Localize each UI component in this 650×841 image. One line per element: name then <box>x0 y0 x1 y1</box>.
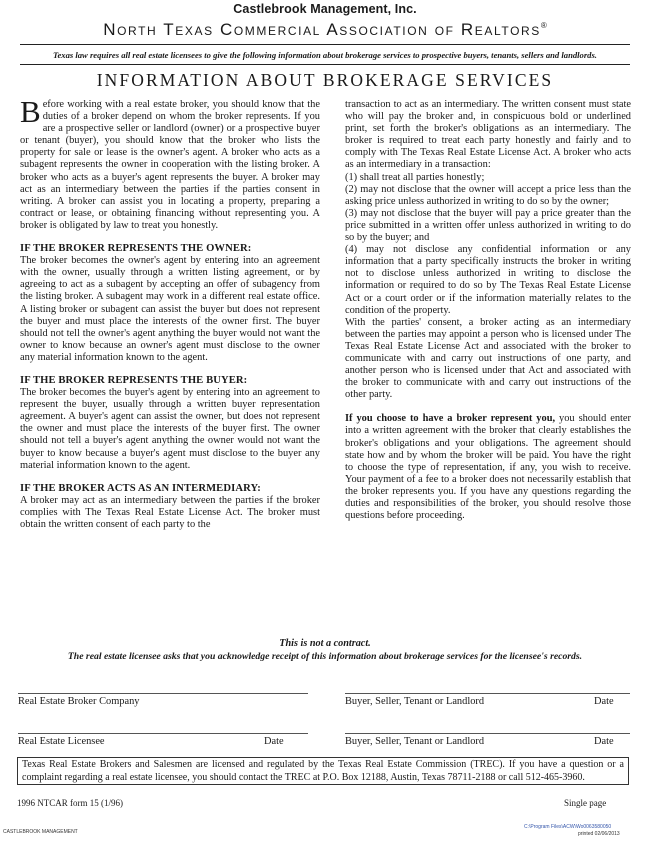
continuation-text: transaction to act as an intermediary. The written consent must state who will pay the broker and, in conspicuous bold or underlined print, set forth the broker's obligations as an intermediary. The broker is required to treat each party honestly and fairly and to comply with The Texas Real Estate License Act. A broker who acts as an intermediary in a transaction: <box>345 99 631 171</box>
broker-company-label: Real Estate Broker Company <box>18 696 140 707</box>
drop-cap: B <box>20 94 41 129</box>
party-2-signature-line[interactable] <box>345 733 630 734</box>
printed-date: printed 02/06/2013 <box>578 831 620 837</box>
intermediary-heading: IF THE BROKER ACTS AS AN INTERMEDIARY: <box>20 482 261 494</box>
duty-item: (4) may not disclose any confidential information or any information that a party specifically instructs the broker in writing not to disclose unless authorized in writing to disclose the information or required to do so by The Texas Real Estate License Act or a court order or if the information materially relates to the condition of the property. <box>345 244 631 316</box>
right-column <box>345 99 631 522</box>
party-2-date-label: Date <box>594 736 614 747</box>
choose-paragraph <box>345 413 631 522</box>
duty-item: (1) shall treat all parties honestly; <box>345 171 485 183</box>
party-2-label: Buyer, Seller, Tenant or Landlord <box>345 736 485 747</box>
intro-paragraph <box>20 94 320 232</box>
acknowledgment-request: The real estate licensee asks that you acknowledge receipt of this information about brokerage services for the licensee's records. <box>67 651 583 662</box>
duty-item: (2) may not disclose that the owner will accept a price less than the asking price unless authorized in writing to do so by the owner; <box>345 183 631 207</box>
licensee-date-label: Date <box>264 736 284 747</box>
choose-bold: If you choose to have a broker represent you, <box>345 413 556 425</box>
owner-text: The broker becomes the owner's agent by entering into an agreement with the owner, usually through a written listing agreement, or by agreeing to act as a subagent by accepting an offer of subagency from the listing broker. A subagent may work in a different real estate office. A listing broker or subagent can assist the buyer but does not represent the buyer and must place the interests of the owner first. The buyer should not tell the owner's agent anything the buyer would not want the owner to know because an owner's agent must disclose to the owner any material information known to the agent. <box>20 255 320 363</box>
form-id: 1996 NTCAR form 15 (1/96) <box>17 798 123 808</box>
organization-name <box>0 20 650 40</box>
intermediary-text: A broker may act as an intermediary between the parties if the broker complies with The Texas Real Estate License Act. The broker must obtain the written consent of each party to the <box>20 494 320 530</box>
broker-company-signature-line[interactable] <box>18 693 308 694</box>
left-column <box>20 94 320 531</box>
party-1-label: Buyer, Seller, Tenant or Landlord <box>345 696 485 707</box>
header-rule-top <box>20 44 630 45</box>
header-rule-bottom <box>20 64 630 65</box>
page-title: INFORMATION ABOUT BROKERAGE SERVICES <box>96 70 554 90</box>
duty-item: (3) may not disclose that the buyer will pay a price greater than the price submitted in a written offer unless authorized in writing to do so by the buyer; and <box>345 207 631 244</box>
intro-text: efore working with a real estate broker, you should know that the duties of a broker depend on whom the broker represents. If you are a prospective seller or landlord (owner) or a prospective buyer or tenant (buyer), you should know that the broker who lists the property for sale or lease is the owner's agent. A broker who acts as a subagent represents the owner in cooperation with the listing broker. A broker who acts as a buyer's agent represents the buyer. A broker may act as an intermediary between the parties if the parties consent in writing. A broker can assist you in locating a property, preparing a contract or lease, or obtaining financing without representing you. A broker is obligated by law to treat you honestly. <box>20 99 320 231</box>
buyer-heading: IF THE BROKER REPRESENTS THE BUYER: <box>20 374 248 386</box>
company-name: Castlebrook Management, Inc. <box>233 2 417 16</box>
choose-text: you should enter into a written agreement with the broker that clearly establishes the broker's obligations and your obligations. The agreement should state how and by whom the broker will be paid. You have the right to choose the type of representation, if any, you wish to receive. Your payment of a fee to a broker does not necessarily establish that the broker represents you. If you have any questions regarding the duties and responsibilities of the broker, you should resolve those questions before proceeding. <box>345 413 631 522</box>
licensee-label: Real Estate Licensee <box>18 736 105 747</box>
organization-title: North Texas Commercial Association of Realtors <box>103 20 541 39</box>
file-path: C:\Program Files\ACW\Wo0063580050 <box>524 824 612 830</box>
not-contract-notice: This is not a contract. <box>279 638 371 649</box>
buyer-text: The broker becomes the buyer's agent by entering into an agreement to represent the buyer, usually through a written buyer representation agreement. A buyer's agent can assist the owner, but does not represent the owner and must place the interests of the buyer first. The owner should not tell a buyer's agent anything the owner would not want the buyer to know because a buyer's agent must disclose to the buyer any material information known to the agent. <box>20 387 320 471</box>
legal-notice: Texas law requires all real estate licensees to give the following information about brokerage services to prospective buyers, tenants, sellers and landlords. <box>53 50 597 60</box>
registered-mark: ® <box>540 21 547 30</box>
footer-left-mark: CASTLEBROOK MANAGEMENT <box>3 829 78 835</box>
party-1-signature-line[interactable] <box>345 693 630 694</box>
party-1-date-label: Date <box>594 696 614 707</box>
owner-heading: IF THE BROKER REPRESENTS THE OWNER: <box>20 243 252 255</box>
page-note: Single page <box>564 798 607 808</box>
consent-text: With the parties' consent, a broker acting as an intermediary between the parties may appoint a person who is licensed under The Texas Real Estate License Act and associated with the broker to communicate with and carry out instructions of one party, and another person who is licensed under that Act and associated with the broker to communicate with and carry out instructions of the other party. <box>345 316 631 401</box>
trec-notice-box: Texas Real Estate Brokers and Salesmen are licensed and regulated by the Texas Real Estate Commission (TREC). If you have a question or a complaint regarding a real estate licensee, you should contact the TREC at P.O. Box 12188, Austin, Texas 78711-2188 or call 512-465-3960. <box>17 757 629 785</box>
licensee-signature-line[interactable] <box>18 733 308 734</box>
